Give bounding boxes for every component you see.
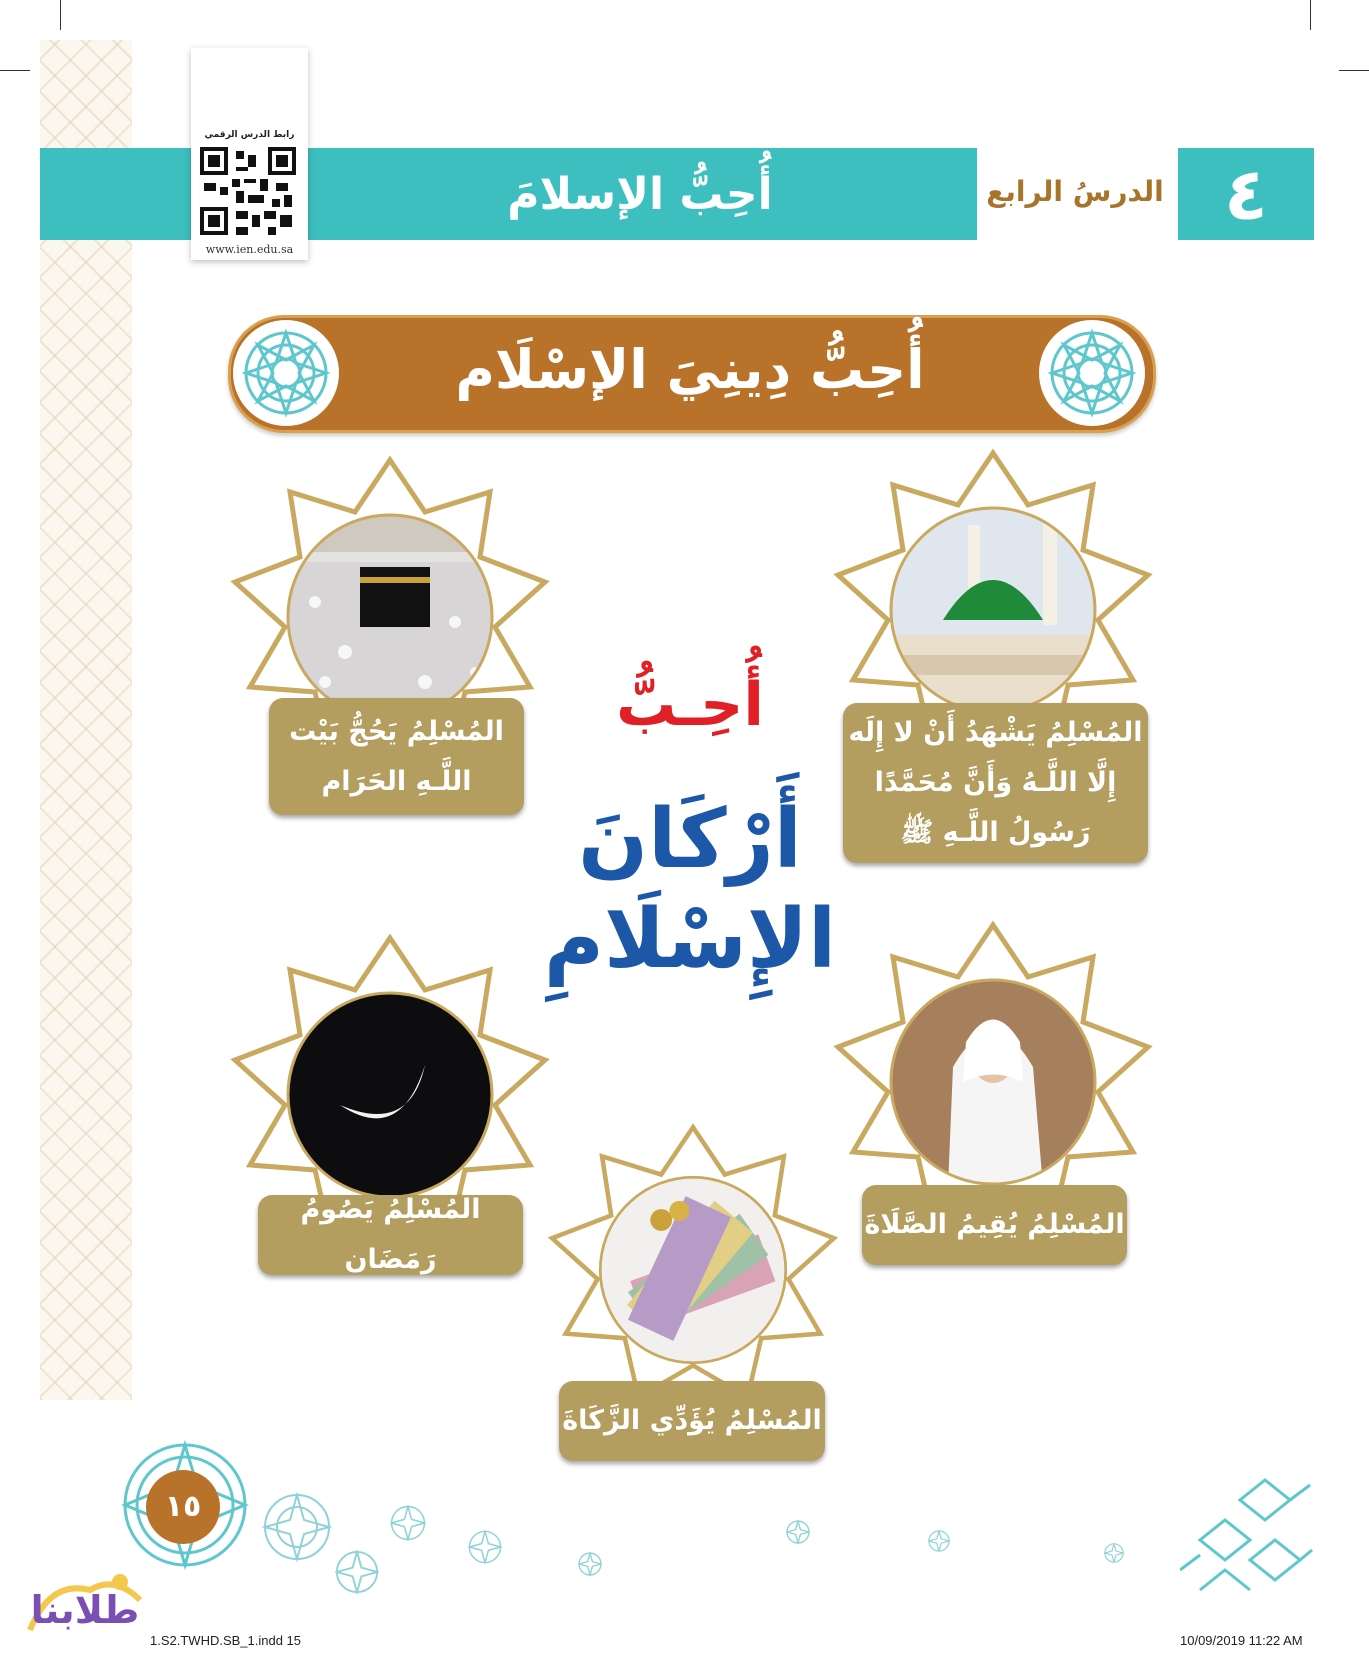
footer-medallion-icon (578, 1552, 602, 1576)
frame-zakah (528, 1120, 858, 1420)
page-title: أُحِبُّ الإسلامَ (507, 169, 773, 220)
center-title-love: أُحِـبُّ (616, 670, 764, 740)
banner-title: أُحِبُّ دِينِيَ الإسْلَام (455, 338, 925, 401)
center-title-line2: أَرْكَانَ (578, 792, 802, 887)
caption-hajj (269, 698, 524, 815)
caption-line: المُسْلِمُ يُقِيمُ الصَّلَاةَ (864, 1209, 1125, 1240)
qr-url: www.ien.edu.sa (205, 243, 294, 256)
lesson-label: الدرسُ الرابع (986, 175, 1164, 208)
footer-medallion-icon (928, 1530, 950, 1552)
caption-line: المُسْلِمُ يُؤَدِّي الزَّكَاةَ (562, 1405, 822, 1436)
crop-mark (0, 70, 30, 71)
footer-medallion-icon (390, 1505, 426, 1541)
caption-sawm (258, 1195, 523, 1275)
file-name: 1.S2.TWHD.SB_1.indd 15 (150, 1633, 302, 1648)
caption-line: اللَّـهِ الحَرَام (321, 765, 472, 797)
footer-medallion-icon (335, 1550, 379, 1594)
page-number: ١٥ (146, 1470, 220, 1544)
center-title-pillars (520, 790, 860, 990)
lesson-number: ٤ (1224, 152, 1268, 236)
caption-line: المُسْلِمُ يَشْهَدُ أَنْ لا إِلَه (848, 717, 1143, 748)
logo-text: طلابنا (30, 1588, 140, 1632)
center-title-line3: الإِسْلَامِ (543, 892, 837, 987)
footer-medallion-icon (786, 1520, 810, 1544)
caption-shahada (843, 703, 1148, 863)
qr-code-icon[interactable] (200, 147, 296, 235)
caption-line: المُسْلِمُ يَحُجُّ بَيْت (289, 715, 504, 747)
footer-medallion-icon (262, 1492, 332, 1562)
footer-medallion-icon (1104, 1543, 1124, 1563)
crop-mark (1339, 70, 1369, 71)
crop-mark (1310, 0, 1311, 30)
right-medallion-icon (1039, 320, 1145, 426)
site-logo (20, 1570, 150, 1636)
left-medallion-icon (233, 320, 339, 426)
left-pattern-strip (40, 40, 132, 1400)
caption-zakah (559, 1381, 825, 1461)
print-timestamp: 10/09/2019 11:22 AM (1180, 1633, 1303, 1648)
corner-geometric-pattern (1180, 1470, 1315, 1600)
footer-medallion-icon (468, 1530, 502, 1564)
caption-salah (862, 1185, 1127, 1265)
caption-line: إِلَّا اللَّـهُ وَأَنَّ مُحَمَّدًا (874, 767, 1117, 798)
qr-label: رابط الدرس الرقمي (204, 130, 295, 140)
caption-line: المُسْلِمُ يَصُومُ رَمَضَان (300, 1194, 481, 1275)
crop-mark (60, 0, 61, 30)
caption-line: رَسُولُ اللَّـهِ ﷺ (900, 817, 1091, 848)
